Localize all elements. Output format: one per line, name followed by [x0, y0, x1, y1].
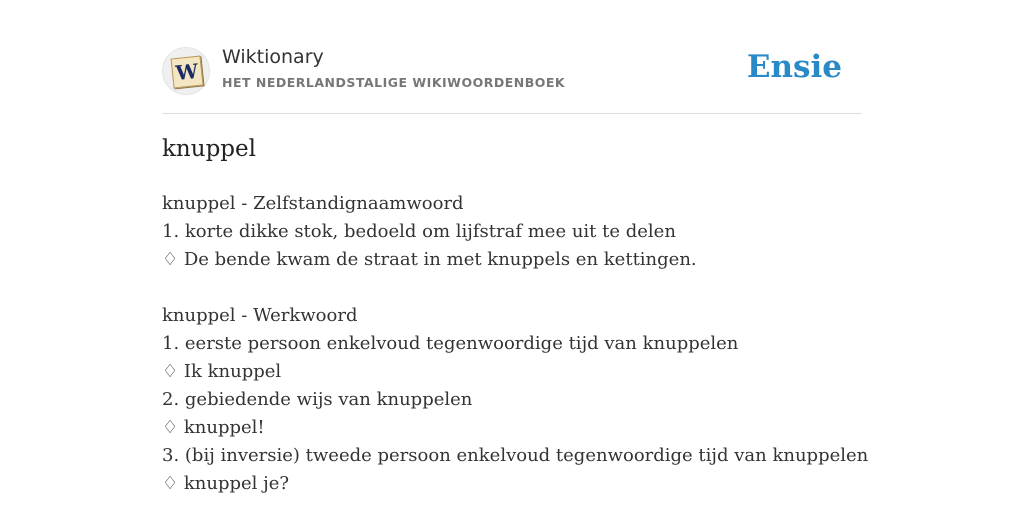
entry-spacer — [162, 274, 862, 302]
example-line: ♢ knuppel je? — [162, 473, 290, 494]
definitions — [162, 190, 869, 498]
ensie-logo[interactable]: Ensie — [746, 49, 842, 85]
site-name[interactable]: Wiktionary — [222, 46, 324, 68]
header-divider — [162, 113, 862, 114]
definition-line: 1. korte dikke stok, bedoeld om lijfstraf mee uit te delen — [162, 221, 676, 242]
wiktionary-logo[interactable] — [162, 47, 210, 95]
site-header — [162, 44, 862, 98]
page-title: knuppel — [162, 136, 256, 162]
definition-line: 3. (bij inversie) tweede persoon enkelvoud tegenwoordige tijd van knuppelen — [162, 445, 869, 466]
entry-heading: knuppel - Zelfstandignaamwoord — [162, 193, 464, 214]
example-line: ♢ De bende kwam de straat in met knuppels en kettingen. — [162, 249, 697, 270]
definition-line: 2. gebiedende wijs van knuppelen — [162, 389, 473, 410]
wiktionary-tile-icon: W — [171, 56, 204, 89]
example-line: ♢ knuppel! — [162, 417, 265, 438]
entry-heading: knuppel - Werkwoord — [162, 305, 358, 326]
example-line: ♢ Ik knuppel — [162, 361, 282, 382]
definition-line: 1. eerste persoon enkelvoud tegenwoordige tijd van knuppelen — [162, 333, 739, 354]
site-tagline: HET NEDERLANDSTALIGE WIKIWOORDENBOEK — [222, 75, 566, 90]
